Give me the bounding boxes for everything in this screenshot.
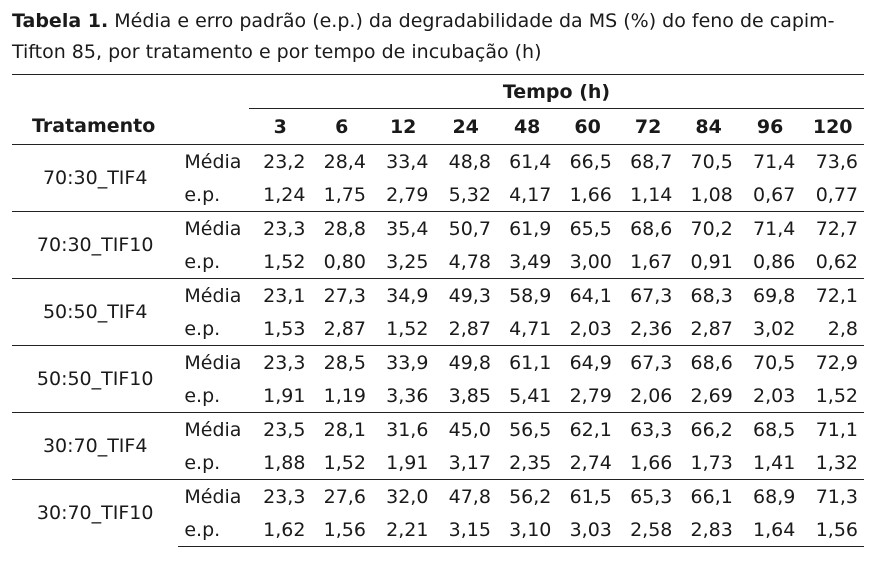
value-cell: 49,3 xyxy=(434,279,497,313)
value-cell: 1,91 xyxy=(263,384,306,407)
stat-label: e.p. xyxy=(184,384,221,407)
table-row xyxy=(12,212,864,246)
value-cell: 69,8 xyxy=(739,279,802,313)
treatment-name: 70:30_TIF4 xyxy=(42,167,148,189)
header-time-60: 60 xyxy=(557,109,617,145)
value-cell: 49,8 xyxy=(434,346,497,380)
value-cell: 65,5 xyxy=(557,212,617,246)
value-cell: 2,06 xyxy=(630,384,673,407)
stat-label: e.p. xyxy=(184,183,221,206)
value-cell: 1,73 xyxy=(690,451,733,474)
header-time-48: 48 xyxy=(497,109,557,145)
treatment-name: 50:50_TIF10 xyxy=(12,346,178,413)
table-row xyxy=(12,346,864,380)
value-cell: 56,5 xyxy=(497,413,557,447)
value-cell: 33,4 xyxy=(386,150,429,173)
value-cell: 1,52 xyxy=(263,250,306,273)
value-cell: 68,6 xyxy=(618,212,678,246)
value-cell: 62,1 xyxy=(557,413,617,447)
value-cell: 70,5 xyxy=(690,150,733,173)
value-cell: 3,36 xyxy=(386,384,429,407)
value-cell: 2,74 xyxy=(569,451,612,474)
value-cell: 47,8 xyxy=(434,480,497,514)
value-cell: 68,7 xyxy=(630,150,673,173)
value-cell: 1,66 xyxy=(630,451,673,474)
treatment-name: 50:50_TIF4 xyxy=(12,279,178,346)
value-cell: 0,91 xyxy=(690,250,733,273)
value-cell: 1,91 xyxy=(386,451,429,474)
value-cell: 48,8 xyxy=(448,150,491,173)
value-cell: 0,80 xyxy=(323,250,366,273)
value-cell: 2,79 xyxy=(569,384,612,407)
value-cell: 63,3 xyxy=(618,413,678,447)
value-cell: 72,9 xyxy=(801,346,864,380)
caption-label: Tabela 1. xyxy=(12,10,109,32)
value-cell: 1,24 xyxy=(263,183,306,206)
header-time-96: 96 xyxy=(739,109,802,145)
value-cell: 1,56 xyxy=(801,513,864,547)
value-cell: 61,4 xyxy=(509,150,552,173)
stat-label: Média xyxy=(178,480,249,514)
value-cell: 68,5 xyxy=(739,413,802,447)
value-cell: 70,2 xyxy=(678,212,738,246)
value-cell: 28,4 xyxy=(323,150,366,173)
value-cell: 34,9 xyxy=(372,279,435,313)
value-cell: 72,1 xyxy=(801,279,864,313)
value-cell: 0,77 xyxy=(815,183,858,206)
value-cell: 2,8 xyxy=(827,317,858,340)
value-cell: 28,5 xyxy=(311,346,371,380)
table-caption xyxy=(12,6,872,68)
header-time-24: 24 xyxy=(434,109,497,145)
value-cell: 61,5 xyxy=(557,480,617,514)
value-cell: 73,6 xyxy=(815,150,858,173)
stat-label: e.p. xyxy=(178,513,249,547)
value-cell: 5,41 xyxy=(509,384,552,407)
value-cell: 1,14 xyxy=(630,183,673,206)
stat-label: e.p. xyxy=(184,451,221,474)
value-cell: 1,08 xyxy=(690,183,733,206)
value-cell: 71,1 xyxy=(801,413,864,447)
header-time-120: 120 xyxy=(801,109,864,145)
value-cell: 3,49 xyxy=(509,250,552,273)
value-cell: 23,3 xyxy=(249,480,312,514)
value-cell: 68,9 xyxy=(739,480,802,514)
header-time-84: 84 xyxy=(678,109,738,145)
value-cell: 68,6 xyxy=(678,346,738,380)
value-cell: 1,32 xyxy=(815,451,858,474)
header-time-6: 6 xyxy=(311,109,371,145)
value-cell: 2,03 xyxy=(753,384,796,407)
value-cell: 64,9 xyxy=(557,346,617,380)
header-tratamento: Tratamento xyxy=(12,109,249,145)
value-cell: 66,5 xyxy=(569,150,612,173)
value-cell: 58,9 xyxy=(497,279,557,313)
value-cell: 23,5 xyxy=(249,413,312,447)
value-cell: 72,7 xyxy=(801,212,864,246)
value-cell: 66,1 xyxy=(678,480,738,514)
value-cell: 1,66 xyxy=(569,183,612,206)
value-cell: 1,41 xyxy=(753,451,796,474)
table-row xyxy=(12,279,864,313)
treatment-name: 70:30_TIF10 xyxy=(12,212,178,279)
value-cell: 5,32 xyxy=(448,183,491,206)
value-cell: 1,52 xyxy=(815,384,858,407)
value-cell: 4,71 xyxy=(509,317,552,340)
value-cell: 27,6 xyxy=(311,480,371,514)
value-cell: 2,87 xyxy=(690,317,733,340)
value-cell: 3,02 xyxy=(753,317,796,340)
value-cell: 31,6 xyxy=(372,413,435,447)
value-cell: 1,19 xyxy=(323,384,366,407)
value-cell: 67,3 xyxy=(618,279,678,313)
value-cell: 3,15 xyxy=(434,513,497,547)
value-cell: 2,35 xyxy=(509,451,552,474)
header-tempo: Tempo (h) xyxy=(249,75,864,109)
value-cell: 61,1 xyxy=(497,346,557,380)
value-cell: 56,2 xyxy=(497,480,557,514)
value-cell: 3,17 xyxy=(448,451,491,474)
table-row xyxy=(12,480,864,514)
stat-label: e.p. xyxy=(184,250,221,273)
value-cell: 2,87 xyxy=(448,317,491,340)
caption-text: Média e erro padrão (e.p.) da degradabilidade da MS (%) do feno de capim-Tifton 85, por tratamento e por tempo de incubação (h) xyxy=(12,10,835,63)
treatment-name: 30:70_TIF4 xyxy=(12,413,178,480)
stat-label: Média xyxy=(178,212,249,246)
value-cell: 1,75 xyxy=(323,183,366,206)
value-cell: 71,4 xyxy=(753,150,796,173)
value-cell: 3,03 xyxy=(557,513,617,547)
value-cell: 0,67 xyxy=(753,183,796,206)
stat-label: Média xyxy=(178,346,249,380)
value-cell: 1,64 xyxy=(739,513,802,547)
value-cell: 33,9 xyxy=(372,346,435,380)
value-cell: 2,36 xyxy=(630,317,673,340)
value-cell: 28,1 xyxy=(311,413,371,447)
header-time-72: 72 xyxy=(618,109,678,145)
value-cell: 64,1 xyxy=(557,279,617,313)
value-cell: 2,21 xyxy=(372,513,435,547)
stat-label: Média xyxy=(184,150,242,173)
value-cell: 27,3 xyxy=(311,279,371,313)
value-cell: 2,58 xyxy=(618,513,678,547)
value-cell: 66,2 xyxy=(678,413,738,447)
stat-label: Média xyxy=(178,279,249,313)
value-cell: 32,0 xyxy=(372,480,435,514)
value-cell: 1,62 xyxy=(249,513,312,547)
value-cell: 23,3 xyxy=(249,346,312,380)
value-cell: 71,3 xyxy=(801,480,864,514)
value-cell: 71,4 xyxy=(739,212,802,246)
value-cell: 1,52 xyxy=(323,451,366,474)
value-cell: 3,25 xyxy=(386,250,429,273)
value-cell: 0,86 xyxy=(753,250,796,273)
value-cell: 3,85 xyxy=(448,384,491,407)
value-cell: 68,3 xyxy=(678,279,738,313)
value-cell: 3,00 xyxy=(569,250,612,273)
table-row xyxy=(12,145,864,179)
value-cell: 50,7 xyxy=(434,212,497,246)
header-time-12: 12 xyxy=(372,109,435,145)
stat-label: Média xyxy=(178,413,249,447)
value-cell: 23,3 xyxy=(249,212,312,246)
degradability-table xyxy=(12,74,864,547)
value-cell: 4,78 xyxy=(448,250,491,273)
header-time-3: 3 xyxy=(249,109,312,145)
value-cell: 2,03 xyxy=(569,317,612,340)
value-cell: 2,87 xyxy=(323,317,366,340)
value-cell: 0,62 xyxy=(815,250,858,273)
value-cell: 45,0 xyxy=(434,413,497,447)
value-cell: 1,53 xyxy=(263,317,306,340)
treatment-name: 30:70_TIF10 xyxy=(12,480,178,547)
value-cell: 2,83 xyxy=(678,513,738,547)
table-row xyxy=(12,413,864,447)
value-cell: 65,3 xyxy=(618,480,678,514)
stat-label: e.p. xyxy=(184,317,221,340)
header-blank-2 xyxy=(178,75,249,109)
value-cell: 2,69 xyxy=(690,384,733,407)
value-cell: 1,52 xyxy=(386,317,429,340)
table-body xyxy=(12,145,864,547)
value-cell: 70,5 xyxy=(739,346,802,380)
value-cell: 1,88 xyxy=(263,451,306,474)
value-cell: 23,2 xyxy=(263,150,306,173)
value-cell: 4,17 xyxy=(509,183,552,206)
value-cell: 28,8 xyxy=(311,212,371,246)
value-cell: 35,4 xyxy=(372,212,435,246)
value-cell: 61,9 xyxy=(497,212,557,246)
value-cell: 2,79 xyxy=(386,183,429,206)
value-cell: 23,1 xyxy=(249,279,312,313)
value-cell: 3,10 xyxy=(497,513,557,547)
value-cell: 1,56 xyxy=(311,513,371,547)
value-cell: 67,3 xyxy=(618,346,678,380)
value-cell: 1,67 xyxy=(630,250,673,273)
header-blank xyxy=(12,75,178,109)
